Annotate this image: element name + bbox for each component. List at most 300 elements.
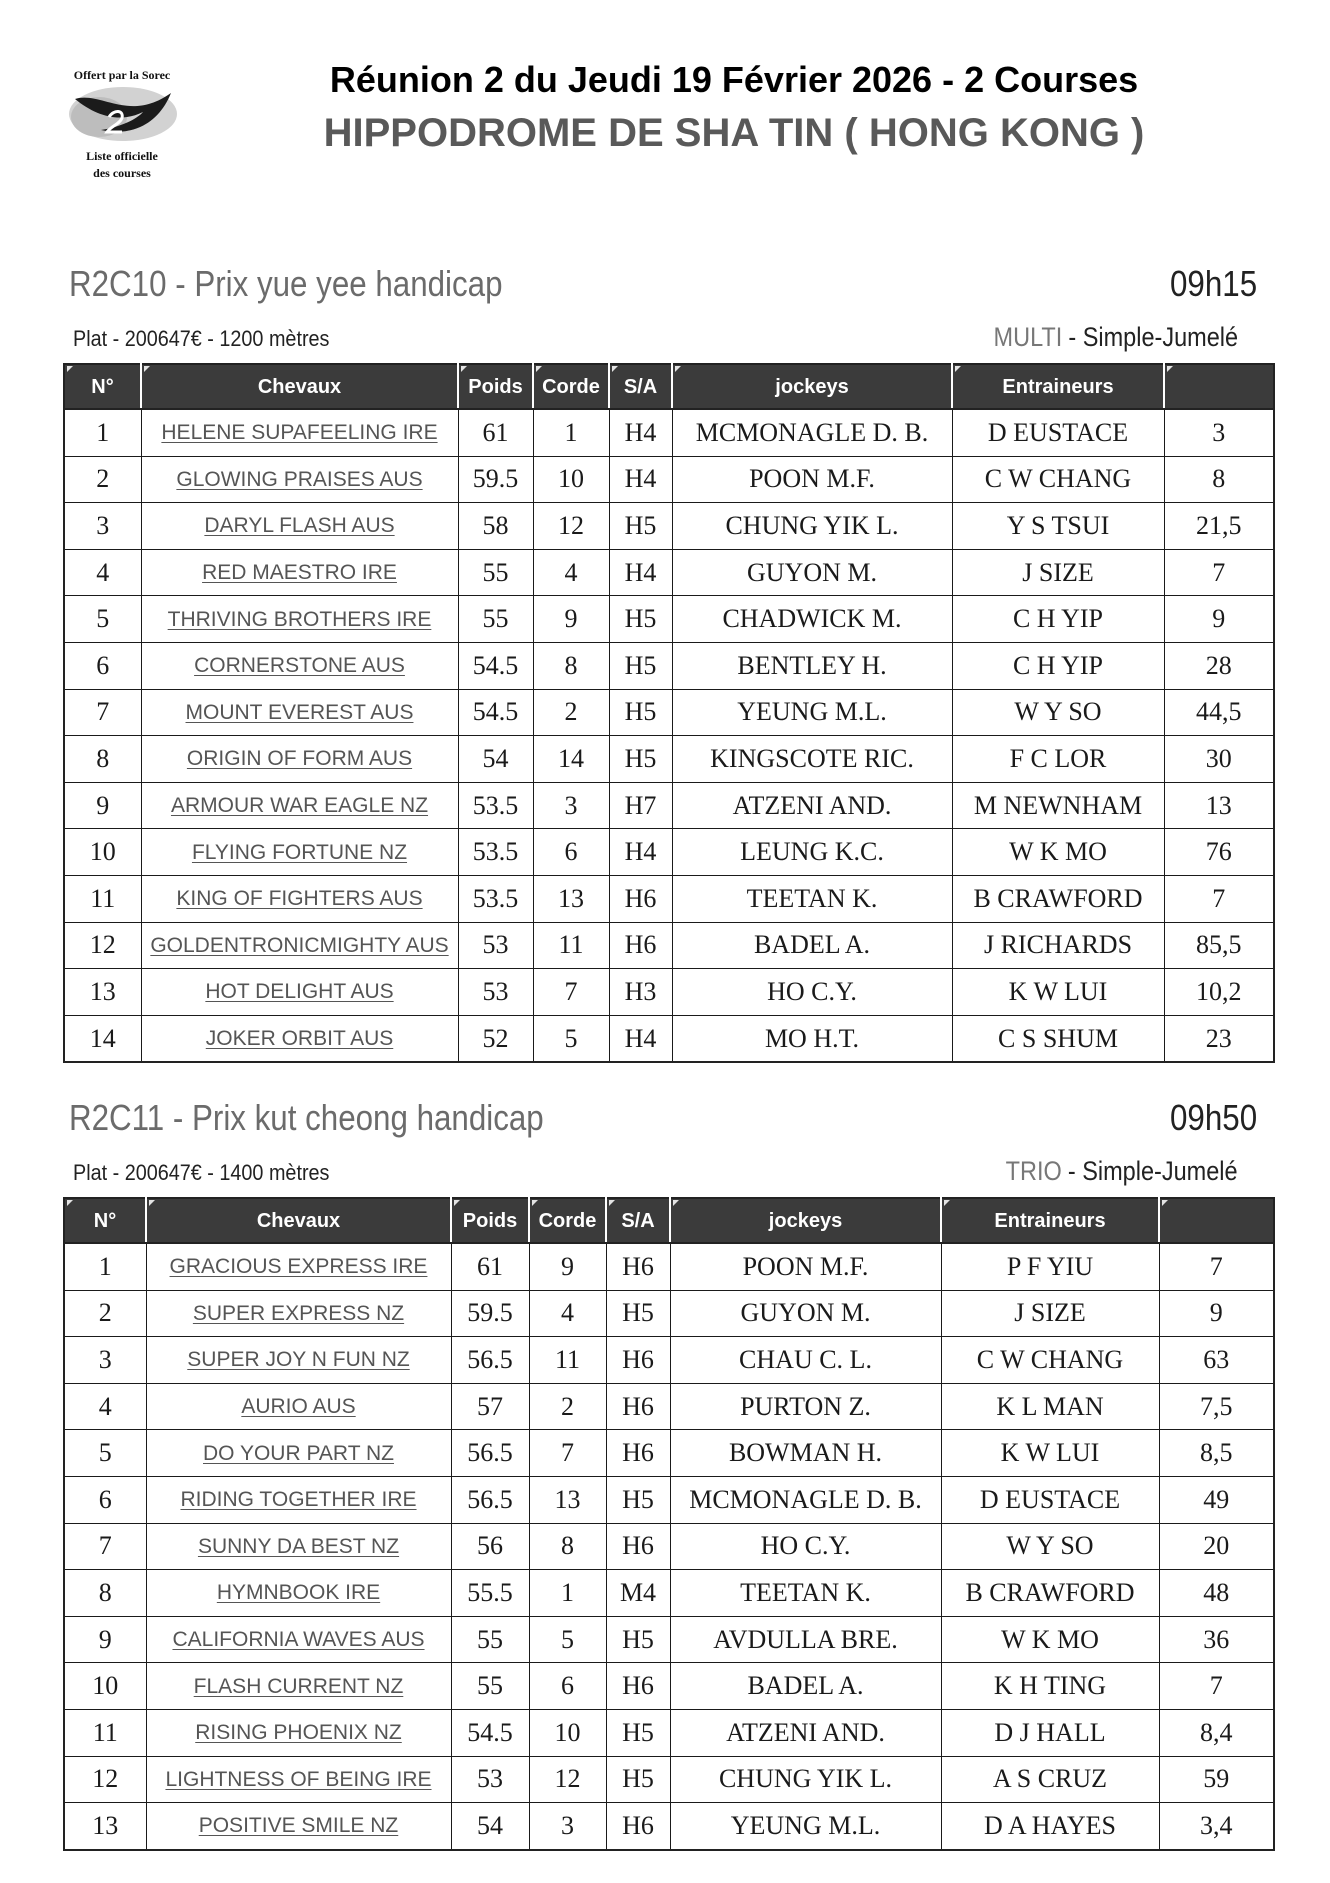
cell-jockey: CHAU C. L. — [670, 1337, 941, 1384]
cell-jockey: BADEL A. — [672, 922, 952, 969]
cell-weight: 55 — [451, 1616, 529, 1663]
horse-link[interactable]: FLASH CURRENT NZ — [193, 1674, 404, 1698]
table-row — [64, 1709, 1274, 1756]
cell-horse — [141, 549, 458, 596]
cell-trainer: C H YIP — [952, 642, 1164, 689]
cell-draw: 7 — [529, 1430, 606, 1477]
horse-link[interactable]: GOLDENTRONICMIGHTY AUS — [150, 933, 449, 957]
cell-odds: 28 — [1164, 642, 1274, 689]
cell-trainer: C W CHANG — [952, 456, 1164, 503]
cell-weight: 54 — [451, 1803, 529, 1850]
cell-trainer: D A HAYES — [941, 1803, 1159, 1850]
cell-odds: 7 — [1164, 549, 1274, 596]
cell-draw: 5 — [529, 1616, 606, 1663]
logo-swoosh-icon — [63, 83, 181, 145]
cell-weight: 59.5 — [458, 456, 533, 503]
cell-odds: 7,5 — [1159, 1383, 1274, 1430]
cell-weight: 53.5 — [458, 875, 533, 922]
cell-jockey: GUYON M. — [670, 1290, 941, 1337]
cell-jockey: MCMONAGLE D. B. — [672, 409, 952, 456]
cell-weight: 56.5 — [451, 1476, 529, 1523]
cell-odds: 9 — [1159, 1290, 1274, 1337]
bet-options: - Simple-Jumelé — [1068, 322, 1238, 352]
cell-odds: 10,2 — [1164, 969, 1274, 1016]
table-row — [64, 922, 1274, 969]
logo-bottom-text — [63, 148, 181, 182]
cell-draw: 1 — [533, 409, 609, 456]
cell-trainer: C H YIP — [952, 596, 1164, 643]
cell-number: 3 — [64, 503, 141, 550]
cell-odds: 76 — [1164, 829, 1274, 876]
horse-link[interactable]: RIDING TOGETHER IRE — [180, 1488, 417, 1512]
horse-link[interactable]: GLOWING PRAISES AUS — [176, 467, 423, 491]
cell-trainer: M NEWNHAM — [952, 782, 1164, 829]
cell-weight: 55.5 — [451, 1570, 529, 1617]
table-row — [64, 689, 1274, 736]
cell-draw: 9 — [533, 596, 609, 643]
cell-jockey: PURTON Z. — [670, 1383, 941, 1430]
table-row — [64, 1803, 1274, 1850]
horse-link[interactable]: CALIFORNIA WAVES AUS — [172, 1628, 425, 1652]
col-weight-header: Poids — [458, 364, 533, 409]
cell-horse — [146, 1523, 451, 1570]
cell-trainer: W K MO — [941, 1616, 1159, 1663]
cell-odds: 44,5 — [1164, 689, 1274, 736]
cell-jockey: MO H.T. — [672, 1015, 952, 1062]
col-sex-age-header: S/A — [609, 364, 672, 409]
table-row — [64, 1015, 1274, 1062]
cell-jockey: ATZENI AND. — [672, 782, 952, 829]
table-row — [64, 596, 1274, 643]
cell-jockey: YEUNG M.L. — [670, 1803, 941, 1850]
table-header — [64, 1198, 1274, 1243]
cell-sex-age: H6 — [606, 1663, 670, 1710]
table-row — [64, 1337, 1274, 1384]
cell-odds: 85,5 — [1164, 922, 1274, 969]
cell-odds: 13 — [1164, 782, 1274, 829]
bet-options: - Simple-Jumelé — [1068, 1156, 1238, 1186]
cell-draw: 4 — [529, 1290, 606, 1337]
cell-number: 11 — [64, 875, 141, 922]
race-time: 09h50 — [1169, 1097, 1257, 1138]
race-details: Plat - 200647€ - 1200 mètres — [73, 326, 330, 351]
cell-sex-age: H5 — [606, 1290, 670, 1337]
cell-odds: 8,5 — [1159, 1430, 1274, 1477]
cell-odds: 7 — [1164, 875, 1274, 922]
horse-link[interactable]: DO YOUR PART NZ — [203, 1441, 394, 1465]
cell-jockey: BOWMAN H. — [670, 1430, 941, 1477]
horse-link[interactable]: ARMOUR WAR EAGLE NZ — [170, 794, 429, 818]
cell-horse — [141, 1015, 458, 1062]
cell-weight: 53 — [458, 969, 533, 1016]
cell-jockey: HO C.Y. — [672, 969, 952, 1016]
race-title: R2C11 - Prix kut cheong handicap — [69, 1097, 544, 1138]
cell-jockey: KINGSCOTE RIC. — [672, 736, 952, 783]
cell-number: 9 — [64, 782, 141, 829]
cell-odds: 8,4 — [1159, 1709, 1274, 1756]
cell-draw: 10 — [533, 456, 609, 503]
sorec-logo — [63, 66, 181, 184]
cell-trainer: D EUSTACE — [941, 1476, 1159, 1523]
cell-horse — [146, 1290, 451, 1337]
cell-number: 2 — [64, 456, 141, 503]
table-row — [64, 642, 1274, 689]
cell-draw: 2 — [533, 689, 609, 736]
cell-odds: 49 — [1159, 1476, 1274, 1523]
horse-link[interactable]: DARYL FLASH AUS — [204, 514, 395, 538]
horse-link[interactable]: CORNERSTONE AUS — [194, 654, 405, 678]
cell-number: 11 — [64, 1709, 146, 1756]
horse-link[interactable]: MOUNT EVEREST AUS — [185, 700, 414, 724]
cell-odds: 7 — [1159, 1663, 1274, 1710]
cell-number: 13 — [64, 969, 141, 1016]
cell-number: 7 — [64, 1523, 146, 1570]
cell-jockey: GUYON M. — [672, 549, 952, 596]
table-row — [64, 1523, 1274, 1570]
cell-horse — [146, 1476, 451, 1523]
cell-trainer: B CRAWFORD — [952, 875, 1164, 922]
cell-draw: 13 — [529, 1476, 606, 1523]
cell-sex-age: H5 — [606, 1616, 670, 1663]
cell-number: 10 — [64, 1663, 146, 1710]
cell-weight: 61 — [458, 409, 533, 456]
table-row — [64, 1476, 1274, 1523]
cell-sex-age: H5 — [606, 1476, 670, 1523]
cell-jockey: TEETAN K. — [670, 1570, 941, 1617]
col-horse-header: Chevaux — [146, 1198, 451, 1243]
cell-jockey: BADEL A. — [670, 1663, 941, 1710]
cell-weight: 56.5 — [451, 1430, 529, 1477]
horse-link[interactable]: HELENE SUPAFEELING IRE — [161, 421, 438, 445]
cell-draw: 12 — [529, 1756, 606, 1803]
cell-draw: 1 — [529, 1570, 606, 1617]
cell-sex-age: H6 — [606, 1337, 670, 1384]
cell-horse — [146, 1663, 451, 1710]
bet-type: MULTI — [993, 322, 1063, 352]
horse-link[interactable]: RED MAESTRO IRE — [202, 561, 397, 585]
runners-table — [63, 363, 1275, 1063]
cell-jockey: CHUNG YIK L. — [672, 503, 952, 550]
logo-bottom-line2: des courses — [93, 166, 151, 180]
cell-trainer: W Y SO — [941, 1523, 1159, 1570]
cell-number: 3 — [64, 1337, 146, 1384]
horse-link[interactable]: SUNNY DA BEST NZ — [197, 1534, 400, 1558]
cell-sex-age: H7 — [609, 782, 672, 829]
cell-sex-age: H6 — [609, 875, 672, 922]
cell-weight: 53 — [451, 1756, 529, 1803]
cell-horse — [141, 456, 458, 503]
table-row — [64, 1756, 1274, 1803]
cell-sex-age: H5 — [609, 736, 672, 783]
cell-number: 12 — [64, 1756, 146, 1803]
cell-number: 5 — [64, 596, 141, 643]
col-number-header: N° — [64, 364, 141, 409]
cell-jockey: ATZENI AND. — [670, 1709, 941, 1756]
table-row — [64, 969, 1274, 1016]
cell-weight: 56.5 — [451, 1337, 529, 1384]
cell-weight: 58 — [458, 503, 533, 550]
cell-odds: 9 — [1164, 596, 1274, 643]
cell-horse — [141, 736, 458, 783]
cell-weight: 55 — [451, 1663, 529, 1710]
cell-sex-age: H6 — [606, 1243, 670, 1290]
cell-odds: 36 — [1159, 1616, 1274, 1663]
cell-jockey: CHADWICK M. — [672, 596, 952, 643]
meeting-title: Réunion 2 du Jeudi 19 Février 2026 - 2 Courses — [329, 59, 1139, 100]
cell-draw: 8 — [533, 642, 609, 689]
table-header — [64, 364, 1274, 409]
cell-odds: 7 — [1159, 1243, 1274, 1290]
cell-odds: 3 — [1164, 409, 1274, 456]
cell-sex-age: H6 — [606, 1803, 670, 1850]
table-row — [64, 1663, 1274, 1710]
col-weight-header: Poids — [451, 1198, 529, 1243]
cell-horse — [146, 1383, 451, 1430]
cell-horse — [146, 1570, 451, 1617]
cell-horse — [141, 503, 458, 550]
cell-sex-age: H4 — [609, 456, 672, 503]
cell-sex-age: H4 — [609, 1015, 672, 1062]
cell-number: 2 — [64, 1290, 146, 1337]
cell-odds: 20 — [1159, 1523, 1274, 1570]
cell-number: 6 — [64, 642, 141, 689]
cell-odds: 59 — [1159, 1756, 1274, 1803]
cell-sex-age: H3 — [609, 969, 672, 1016]
table-row — [64, 409, 1274, 456]
cell-number: 6 — [64, 1476, 146, 1523]
cell-sex-age: H4 — [609, 829, 672, 876]
table-row — [64, 1570, 1274, 1617]
cell-trainer: B CRAWFORD — [941, 1570, 1159, 1617]
cell-jockey: POON M.F. — [670, 1243, 941, 1290]
cell-number: 9 — [64, 1616, 146, 1663]
cell-number: 4 — [64, 1383, 146, 1430]
cell-trainer: K W LUI — [952, 969, 1164, 1016]
cell-jockey: AVDULLA BRE. — [670, 1616, 941, 1663]
cell-draw: 3 — [529, 1803, 606, 1850]
col-jockey-header: jockeys — [670, 1198, 941, 1243]
cell-horse — [141, 875, 458, 922]
cell-draw: 8 — [529, 1523, 606, 1570]
cell-sex-age: H5 — [609, 642, 672, 689]
cell-number: 12 — [64, 922, 141, 969]
horse-link[interactable]: AURIO AUS — [241, 1395, 356, 1419]
race-title: R2C10 - Prix yue yee handicap — [69, 263, 503, 304]
cell-draw: 5 — [533, 1015, 609, 1062]
cell-draw: 12 — [533, 503, 609, 550]
cell-trainer: D J HALL — [941, 1709, 1159, 1756]
cell-draw: 6 — [533, 829, 609, 876]
cell-sex-age: H6 — [606, 1430, 670, 1477]
cell-sex-age: H6 — [606, 1383, 670, 1430]
table-row — [64, 782, 1274, 829]
header-row — [64, 364, 1274, 409]
cell-odds: 48 — [1159, 1570, 1274, 1617]
horse-link[interactable]: SUPER JOY N FUN NZ — [187, 1348, 410, 1372]
horse-link[interactable]: FLYING FORTUNE NZ — [191, 840, 408, 864]
col-trainer-header: Entraineurs — [941, 1198, 1159, 1243]
cell-sex-age: H5 — [609, 596, 672, 643]
cell-draw: 2 — [529, 1383, 606, 1430]
bet-type: TRIO — [1006, 1156, 1063, 1186]
cell-draw: 11 — [529, 1337, 606, 1384]
table-row — [64, 503, 1274, 550]
cell-odds: 8 — [1164, 456, 1274, 503]
table-row — [64, 456, 1274, 503]
horse-link[interactable]: POSITIVE SMILE NZ — [198, 1814, 399, 1838]
cell-odds: 21,5 — [1164, 503, 1274, 550]
cell-sex-age: H5 — [606, 1709, 670, 1756]
table-row — [64, 1290, 1274, 1337]
col-draw-header: Corde — [529, 1198, 606, 1243]
cell-number: 14 — [64, 1015, 141, 1062]
horse-link[interactable]: KING OF FIGHTERS AUS — [176, 887, 423, 911]
cell-number: 4 — [64, 549, 141, 596]
cell-draw: 10 — [529, 1709, 606, 1756]
cell-horse — [141, 782, 458, 829]
cell-draw: 9 — [529, 1243, 606, 1290]
col-draw-header: Corde — [533, 364, 609, 409]
cell-trainer: J SIZE — [952, 549, 1164, 596]
header-row — [64, 1198, 1274, 1243]
cell-horse — [146, 1243, 451, 1290]
horse-link[interactable]: GRACIOUS EXPRESS IRE — [169, 1255, 428, 1279]
horse-link[interactable]: JOKER ORBIT AUS — [205, 1027, 394, 1051]
cell-number: 8 — [64, 736, 141, 783]
cell-weight: 54.5 — [458, 689, 533, 736]
cell-horse — [146, 1430, 451, 1477]
cell-odds: 23 — [1164, 1015, 1274, 1062]
cell-weight: 57 — [451, 1383, 529, 1430]
cell-weight: 55 — [458, 596, 533, 643]
cell-trainer: Y S TSUI — [952, 503, 1164, 550]
cell-jockey: BENTLEY H. — [672, 642, 952, 689]
cell-number: 8 — [64, 1570, 146, 1617]
cell-odds: 3,4 — [1159, 1803, 1274, 1850]
cell-weight: 53.5 — [458, 782, 533, 829]
cell-trainer: A S CRUZ — [941, 1756, 1159, 1803]
cell-weight: 54.5 — [458, 642, 533, 689]
horse-link[interactable]: HOT DELIGHT AUS — [205, 980, 394, 1004]
cell-trainer: C W CHANG — [941, 1337, 1159, 1384]
cell-horse — [141, 596, 458, 643]
cell-trainer: F C LOR — [952, 736, 1164, 783]
cell-draw: 14 — [533, 736, 609, 783]
race-bet-types — [1006, 1156, 1238, 1186]
cell-jockey: CHUNG YIK L. — [670, 1756, 941, 1803]
cell-sex-age: H5 — [609, 503, 672, 550]
table-row — [64, 875, 1274, 922]
cell-horse — [146, 1709, 451, 1756]
cell-trainer: W K MO — [952, 829, 1164, 876]
cell-jockey: YEUNG M.L. — [672, 689, 952, 736]
cell-trainer: K H TING — [941, 1663, 1159, 1710]
cell-number: 1 — [64, 1243, 146, 1290]
cell-sex-age: M4 — [606, 1570, 670, 1617]
logo-top-text: Offert par la Sorec — [73, 68, 171, 82]
cell-trainer: K L MAN — [941, 1383, 1159, 1430]
runners-table — [63, 1197, 1275, 1851]
cell-horse — [146, 1616, 451, 1663]
horse-link[interactable]: SUPER EXPRESS NZ — [192, 1301, 405, 1325]
table-row — [64, 736, 1274, 783]
horse-link[interactable]: LIGHTNESS OF BEING IRE — [165, 1767, 432, 1791]
race-time: 09h15 — [1169, 263, 1257, 304]
col-trainer-header: Entraineurs — [952, 364, 1164, 409]
cell-number: 7 — [64, 689, 141, 736]
cell-trainer: W Y SO — [952, 689, 1164, 736]
cell-weight: 59.5 — [451, 1290, 529, 1337]
racecourse-name: HIPPODROME DE SHA TIN ( HONG KONG ) — [323, 111, 1145, 155]
table-row — [64, 1616, 1274, 1663]
horse-link[interactable]: ORIGIN OF FORM AUS — [186, 747, 413, 771]
col-sex-age-header: S/A — [606, 1198, 670, 1243]
col-number-header: N° — [64, 1198, 146, 1243]
cell-jockey: LEUNG K.C. — [672, 829, 952, 876]
cell-horse — [141, 969, 458, 1016]
cell-odds: 63 — [1159, 1337, 1274, 1384]
cell-trainer: P F YIU — [941, 1243, 1159, 1290]
table-row — [64, 1430, 1274, 1477]
cell-sex-age: H6 — [606, 1523, 670, 1570]
cell-jockey: POON M.F. — [672, 456, 952, 503]
table-row — [64, 549, 1274, 596]
table-body — [64, 1243, 1274, 1850]
cell-jockey: TEETAN K. — [672, 875, 952, 922]
cell-horse — [141, 689, 458, 736]
cell-sex-age: H4 — [609, 409, 672, 456]
table-row — [64, 1243, 1274, 1290]
cell-sex-age: H5 — [609, 689, 672, 736]
horse-link[interactable]: HYMNBOOK IRE — [216, 1581, 381, 1605]
cell-horse — [146, 1803, 451, 1850]
col-horse-header: Chevaux — [141, 364, 458, 409]
col-odds-header — [1164, 364, 1274, 409]
table-row — [64, 1383, 1274, 1430]
race-bet-types — [993, 322, 1238, 352]
cell-draw: 6 — [529, 1663, 606, 1710]
cell-sex-age: H6 — [609, 922, 672, 969]
cell-trainer: J RICHARDS — [952, 922, 1164, 969]
cell-number: 13 — [64, 1803, 146, 1850]
horse-link[interactable]: THRIVING BROTHERS IRE — [167, 607, 432, 631]
cell-trainer: D EUSTACE — [952, 409, 1164, 456]
cell-odds: 30 — [1164, 736, 1274, 783]
cell-weight: 61 — [451, 1243, 529, 1290]
cell-horse — [141, 409, 458, 456]
race-section-1 — [0, 263, 1330, 1053]
cell-weight: 56 — [451, 1523, 529, 1570]
horse-link[interactable]: RISING PHOENIX NZ — [195, 1721, 402, 1745]
cell-weight: 54.5 — [451, 1709, 529, 1756]
cell-sex-age: H4 — [609, 549, 672, 596]
cell-weight: 52 — [458, 1015, 533, 1062]
cell-draw: 3 — [533, 782, 609, 829]
cell-number: 1 — [64, 409, 141, 456]
cell-weight: 54 — [458, 736, 533, 783]
cell-trainer: C S SHUM — [952, 1015, 1164, 1062]
cell-number: 10 — [64, 829, 141, 876]
race-details: Plat - 200647€ - 1400 mètres — [73, 1160, 330, 1185]
cell-draw: 11 — [533, 922, 609, 969]
cell-draw: 13 — [533, 875, 609, 922]
race-section-2 — [0, 1098, 1330, 1858]
cell-jockey: HO C.Y. — [670, 1523, 941, 1570]
col-odds-header — [1159, 1198, 1274, 1243]
cell-horse — [141, 642, 458, 689]
cell-weight: 55 — [458, 549, 533, 596]
cell-trainer: J SIZE — [941, 1290, 1159, 1337]
